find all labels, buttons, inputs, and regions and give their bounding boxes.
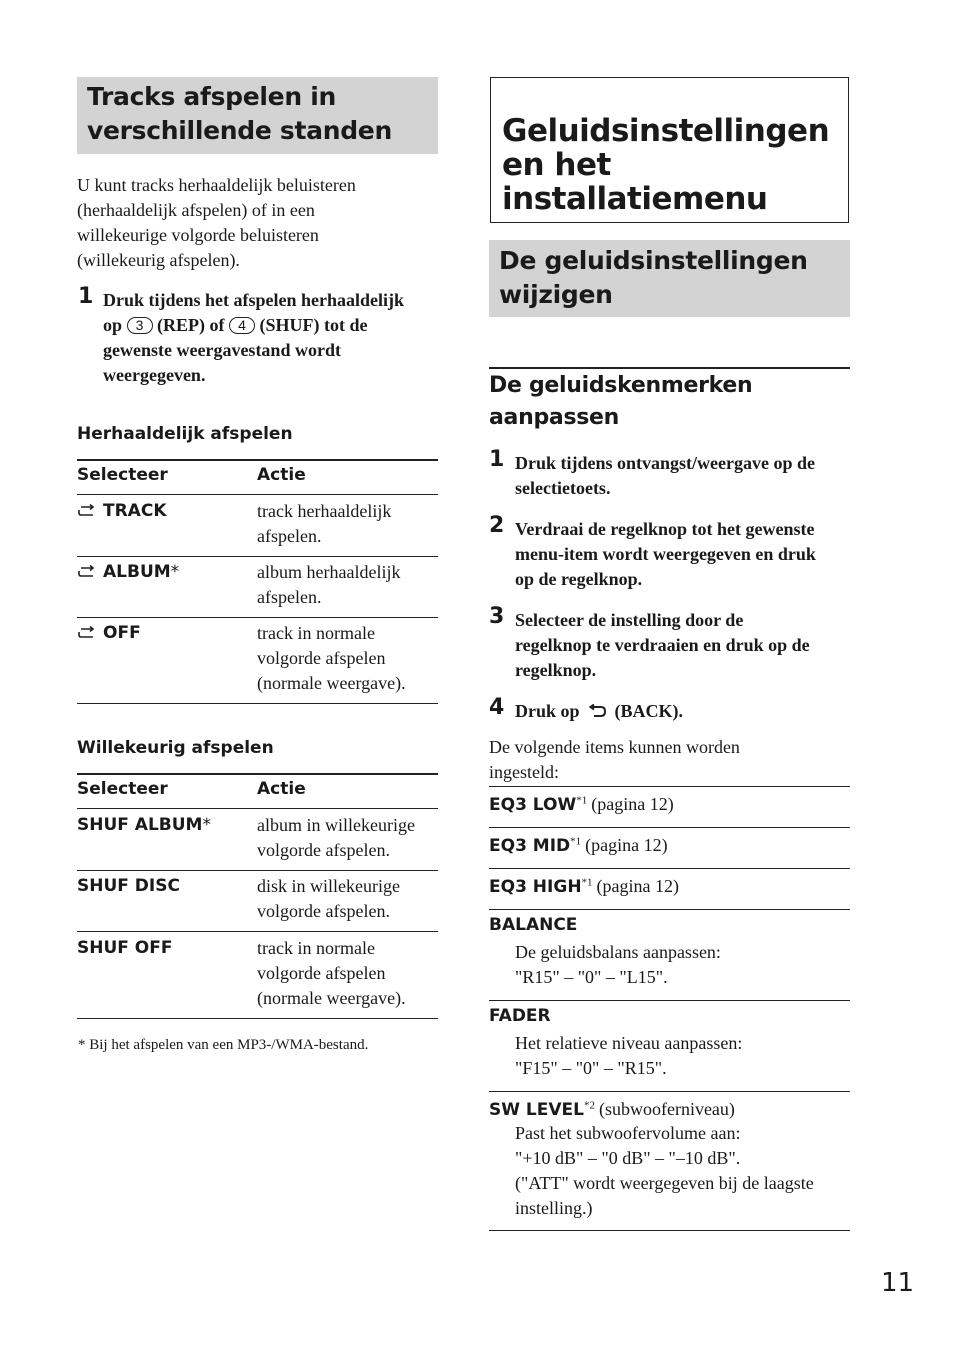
action-line: volgorde afspelen	[257, 648, 386, 668]
action-line: (normale weergave).	[257, 988, 406, 1008]
footnote: * Bij het afspelen van een MP3-/WMA-bestand.	[78, 1037, 369, 1053]
step-number: 3	[489, 604, 505, 629]
table-rule	[77, 703, 438, 704]
step-text	[515, 699, 683, 724]
table-row	[77, 938, 172, 958]
cell-action	[257, 621, 406, 696]
step-word: (REP) of	[157, 315, 225, 335]
list-item	[489, 792, 674, 817]
step-text	[515, 608, 855, 683]
cell-select: SHUF DISC	[77, 876, 180, 896]
list-item	[489, 915, 577, 935]
section-title-line: verschillende standen	[87, 116, 392, 145]
asterisk: *	[170, 562, 180, 582]
section-title-line: De geluidsinstellingen	[499, 246, 808, 275]
step-line: Druk tijdens het afspelen herhaaldelijk	[103, 290, 405, 310]
intro-line: U kunt tracks herhaaldelijk beluisteren	[77, 175, 356, 195]
asterisk: *	[202, 815, 211, 835]
button-4-icon: 4	[229, 317, 255, 334]
action-line: afspelen.	[257, 587, 322, 607]
table-row	[77, 623, 141, 643]
section-title-tracks	[87, 80, 392, 148]
intro-line: De volgende items kunnen worden	[489, 737, 740, 757]
item-rule	[489, 909, 850, 910]
action-line: album in willekeurige	[257, 815, 415, 835]
step-number: 1	[78, 284, 94, 309]
action-line: volgorde afspelen.	[257, 901, 390, 921]
item-note: (pagina 12)	[591, 794, 674, 814]
table-rule	[77, 808, 438, 809]
footnote-mark: *1	[581, 876, 593, 889]
button-3-icon: 3	[127, 317, 153, 334]
item-name: EQ3 LOW	[489, 795, 577, 815]
item-line: Het relatieve niveau aanpassen:	[515, 1033, 743, 1053]
item-description	[515, 940, 721, 990]
step-line: Selecteer de instelling door de	[515, 610, 744, 630]
step-line: gewenste weergavestand wordt	[103, 340, 341, 360]
item-description	[515, 1121, 855, 1221]
footnote-mark: *2	[583, 1099, 595, 1112]
item-name: BALANCE	[489, 915, 578, 935]
item-name: EQ3 MID	[489, 836, 571, 856]
step-line: Druk tijdens ontvangst/weergave op de	[515, 453, 815, 473]
step-line: op de regelknop.	[515, 569, 643, 589]
action-line: (normale weergave).	[257, 673, 406, 693]
repeat-heading: Herhaaldelijk afspelen	[77, 424, 293, 444]
table-rule	[77, 773, 438, 775]
table-rule	[77, 459, 438, 461]
item-line: Past het subwoofervolume aan:	[515, 1123, 741, 1143]
footnote-mark: *1	[576, 794, 588, 807]
item-line: instelling.)	[515, 1198, 593, 1218]
item-note: (pagina 12)	[596, 876, 680, 896]
table-row	[77, 876, 180, 896]
cell-action	[257, 936, 406, 1011]
item-note: (pagina 12)	[585, 835, 668, 855]
cell-action	[257, 499, 391, 549]
shuffle-heading: Willekeurig afspelen	[77, 738, 274, 758]
items-intro	[489, 735, 849, 785]
list-item	[489, 1006, 551, 1026]
subsection-rule	[489, 367, 850, 369]
item-line: "+10 dB" – "0 dB" – "–10 dB".	[515, 1148, 741, 1168]
chapter-title	[502, 114, 829, 216]
step-text	[515, 451, 855, 501]
cell-select: SHUF ALBUM	[77, 815, 203, 835]
item-line: "R15" – "0" – "L15".	[515, 967, 668, 987]
item-line: "F15" – "0" – "R15".	[515, 1058, 667, 1078]
intro-paragraph	[77, 173, 437, 273]
item-description	[515, 1031, 742, 1081]
cell-select: SHUF OFF	[77, 938, 173, 958]
section-title-line: wijzigen	[499, 280, 613, 309]
item-note: (subwooferniveau)	[598, 1099, 735, 1119]
table-rule	[77, 870, 438, 871]
intro-line: ingesteld:	[489, 762, 559, 782]
back-icon	[586, 704, 608, 718]
table-rule	[77, 617, 438, 618]
step-line: weergegeven.	[103, 365, 206, 385]
table-rule	[77, 931, 438, 932]
step-word: op	[103, 315, 123, 335]
repeat-icon	[77, 504, 97, 518]
table-row	[77, 501, 167, 521]
repeat-col-action: Actie	[257, 465, 306, 485]
section-title-sound	[499, 244, 808, 312]
step-text	[515, 517, 855, 592]
list-item	[489, 833, 668, 858]
shuffle-col-select: Selecteer	[77, 779, 168, 799]
action-line: track in normale	[257, 938, 375, 958]
action-line: track herhaaldelijk	[257, 501, 392, 521]
cell-action	[257, 560, 400, 610]
item-rule	[489, 1230, 850, 1231]
item-name: SW LEVEL	[489, 1100, 584, 1120]
subsection-title-line: De geluidskenmerken	[489, 373, 753, 398]
step-line: Verdraai de regelknop tot het gewenste	[515, 519, 815, 539]
item-rule	[489, 1000, 850, 1001]
action-line: volgorde afspelen.	[257, 840, 390, 860]
step-line	[103, 313, 443, 338]
item-name: EQ3 HIGH	[489, 877, 582, 897]
cell-action	[257, 874, 400, 924]
item-rule	[489, 868, 850, 869]
table-rule	[77, 556, 438, 557]
repeat-col-select: Selecteer	[77, 465, 168, 485]
cell-select: ALBUM	[103, 562, 171, 582]
step-number: 1	[489, 447, 505, 472]
table-row	[77, 815, 211, 835]
cell-select: OFF	[103, 623, 141, 643]
item-line: De geluidsbalans aanpassen:	[515, 942, 721, 962]
action-line: track in normale	[257, 623, 375, 643]
chapter-title-line: en het	[502, 147, 611, 183]
list-item	[489, 1097, 735, 1122]
step-line: regelknop te verdraaien en druk op de	[515, 635, 810, 655]
section-title-line: Tracks afspelen in	[87, 82, 337, 111]
table-rule	[77, 494, 438, 495]
chapter-title-line: installatiemenu	[502, 181, 768, 217]
step-line: regelknop.	[515, 660, 597, 680]
action-line: album herhaaldelijk	[257, 562, 401, 582]
item-rule	[489, 786, 850, 787]
intro-line: willekeurige volgorde beluisteren	[77, 225, 319, 245]
subsection-title	[489, 370, 752, 434]
step-number: 4	[489, 695, 505, 720]
step-line: menu-item wordt weergegeven en druk	[515, 544, 816, 564]
step-word: (SHUF) tot de	[259, 315, 368, 335]
action-line: volgorde afspelen	[257, 963, 386, 983]
step-word: Druk op	[515, 701, 580, 721]
footnote-mark: *1	[570, 835, 582, 848]
item-name: FADER	[489, 1006, 551, 1026]
subsection-title-line: aanpassen	[489, 405, 620, 430]
table-rule	[77, 1018, 438, 1019]
step-text	[103, 288, 443, 388]
page-number: 11	[881, 1268, 915, 1298]
item-line: ("ATT" wordt weergegeven bij de laagste	[515, 1173, 814, 1193]
cell-action	[257, 813, 415, 863]
cell-select: TRACK	[103, 501, 167, 521]
table-row	[77, 562, 179, 582]
step-line: selectietoets.	[515, 478, 611, 498]
intro-line: (willekeurig afspelen).	[77, 250, 240, 270]
action-line: afspelen.	[257, 526, 322, 546]
action-line: disk in willekeurige	[257, 876, 400, 896]
item-rule	[489, 827, 850, 828]
list-item	[489, 874, 679, 899]
item-rule	[489, 1091, 850, 1092]
shuffle-col-action: Actie	[257, 779, 306, 799]
intro-line: (herhaaldelijk afspelen) of in een	[77, 200, 315, 220]
repeat-icon	[77, 626, 97, 640]
step-word: (BACK).	[614, 701, 684, 721]
repeat-icon	[77, 565, 97, 579]
step-number: 2	[489, 513, 505, 538]
chapter-title-line: Geluidsinstellingen	[502, 113, 830, 149]
